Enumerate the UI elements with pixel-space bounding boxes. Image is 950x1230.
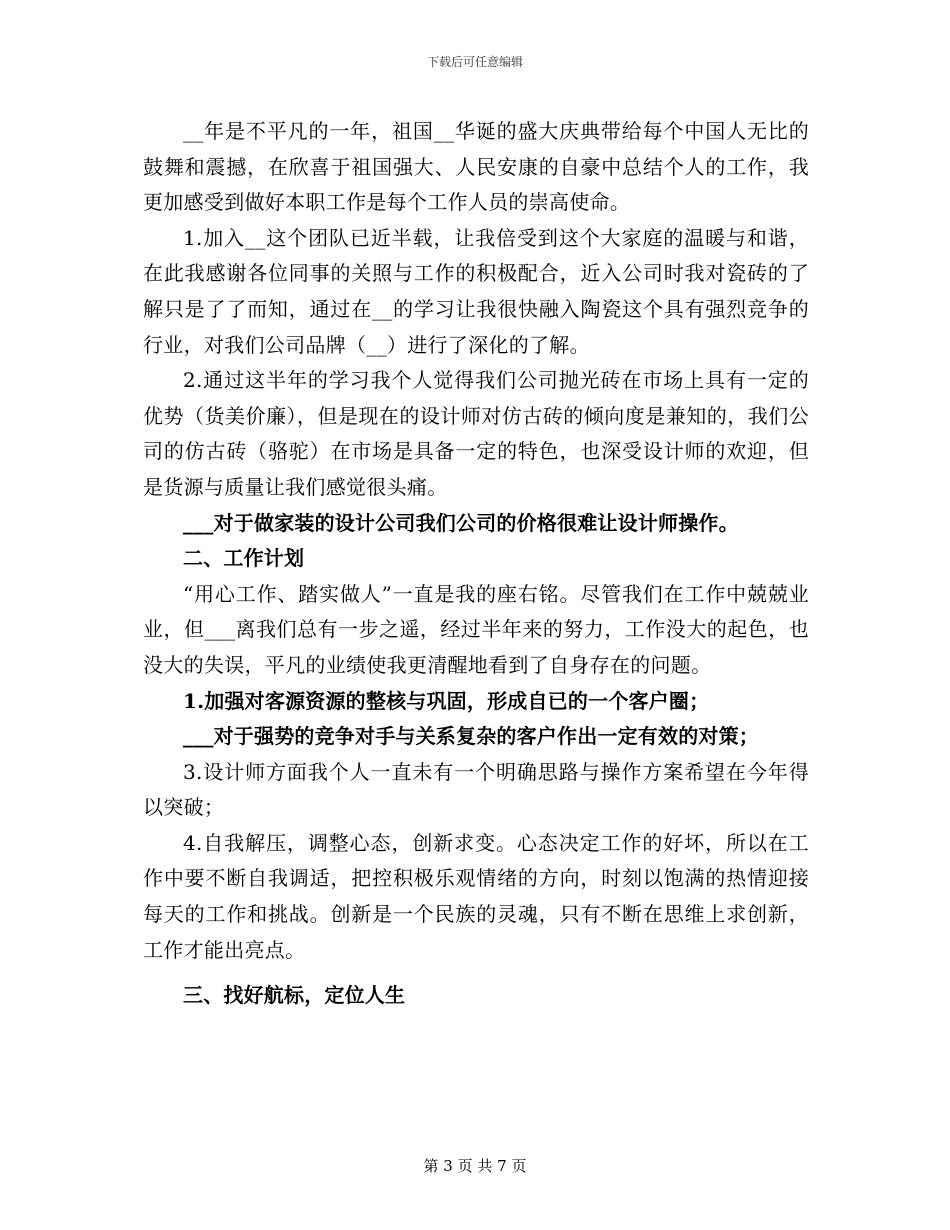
plan-item-2: ___对于强势的竞争对手与关系复杂的客户作出一定有效的对策； [183,724,759,749]
paragraph-bold-pricing: ___对于做家装的设计公司我们公司的价格很难让设计师操作。 [183,510,739,535]
document-body [143,114,809,1014]
paragraph-intro: __年是不平凡的一年，祖国__华诞的盛大庆典带给每个中国人无比的鼓舞和震撼，在欣喜于祖国强大、人民安康的自豪中总结个人的工作，我更加感受到做好本职工作是每个工作人员的崇高使命。 [143,119,809,215]
paragraph-motto: “用心工作、踏实做人”一直是我的座右铭。尽管我们在工作中兢兢业业，但___离我们总有一步之遥，经过半年来的努力，工作没大的起色，也没大的失误，平凡的业绩使我更清醒地看到了自身存在的问题。 [143,581,809,677]
plan-item-3: 3.设计师方面我个人一直未有一个明确思路与操作方案希望在今年得以突破； [143,759,809,820]
section-heading-positioning: 三、找好航标，定位人生 [183,983,406,1008]
page-header: 下载后可任意编辑 [426,55,523,69]
plan-item-4: 4.自我解压，调整心态，创新求变。心态决定工作的好坏，所以在工作中要不断自我调适，把控积极乐观情绪的方向，时刻以饱满的热情迎接每天的工作和挑战。创新是一个民族的灵魂，只有不断在思维上求创新，工作才能出亮点。 [143,830,809,962]
section-heading-work-plan: 二、工作计划 [183,546,305,571]
paragraph-item-1: 1.加入__这个团队已近半载，让我倍受到这个大家庭的温暖与和谐，在此我感谢各位同事的关照与工作的积极配合，近入公司时我对瓷砖的了解只是了了而知，通过在__的学习让我很快融入陶瓷这个具有强烈竞争的行业，对我们公司品牌（__）进行了深化的了解。 [143,225,809,357]
paragraph-item-2: 2.通过这半年的学习我个人觉得我们公司抛光砖在市场上具有一定的优势（货美价廉），但是现在的设计师对仿古砖的倾向度是兼知的，我们公司的仿古砖（骆驼）在市场是具备一定的特色，也深受设计师的欢迎，但是货源与质量让我们感觉很头痛。 [143,368,809,499]
plan-item-1: 1.加强对客源资源的整核与巩固，形成自已的一个客户圈； [183,688,710,713]
page-footer: 第 3 页 共 7 页 [423,1157,527,1175]
